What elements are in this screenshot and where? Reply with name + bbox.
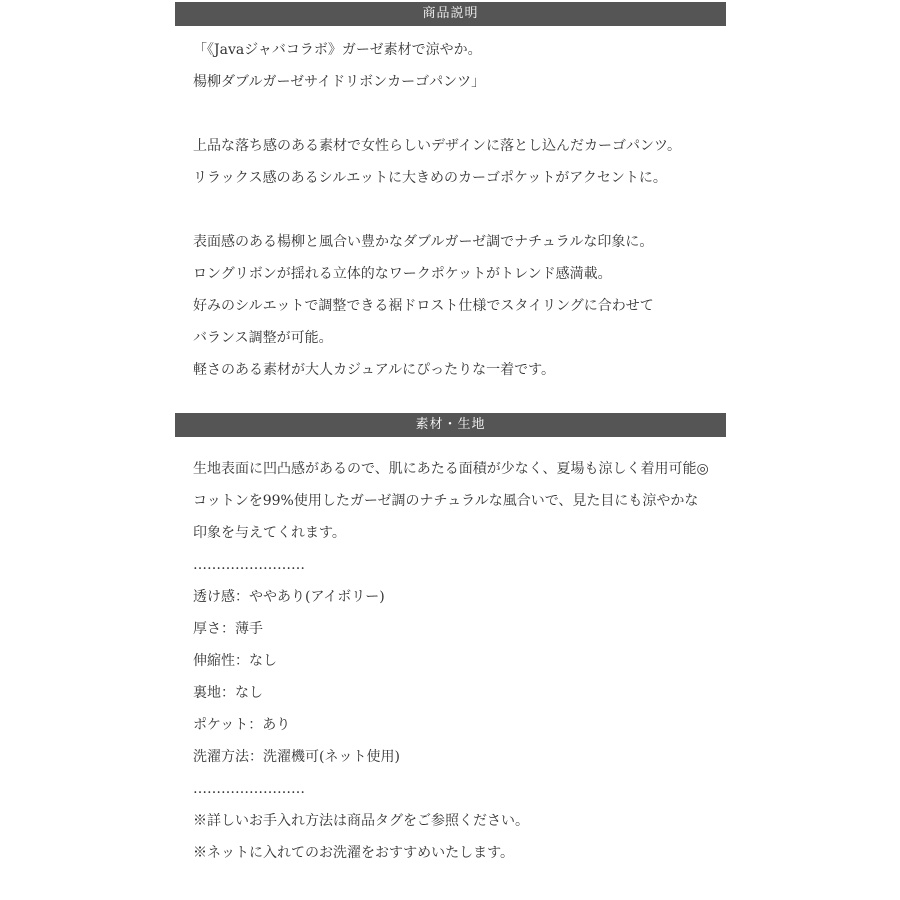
dotted-divider: ……………………	[193, 557, 305, 573]
description-line: ロングリボンが揺れる立体的なワークポケットがトレンド感満載。	[193, 266, 612, 282]
description-line: 表面感のある楊柳と風合い豊かなダブルガーゼ調でナチュラルな印象に。	[193, 234, 654, 250]
care-note: ※詳しいお手入れ方法は商品タグをご参照ください。	[193, 813, 529, 829]
spec-thickness: 厚さ：薄手	[193, 621, 263, 637]
spec-lining: 裏地：なし	[193, 685, 263, 701]
material-line: 生地表面に凹凸感があるので、肌にあたる面積が少なく、夏場も涼しく着用可能◎	[193, 461, 709, 477]
spec-transparency: 透け感：ややあり(アイボリー)	[193, 589, 385, 605]
spec-stretch: 伸縮性：なし	[193, 653, 277, 669]
material-line: コットンを99%使用したガーゼ調のナチュラルな風合いで、見た目にも涼やかな	[193, 493, 699, 509]
material-line: 印象を与えてくれます。	[193, 525, 346, 541]
description-line: 「《Javaジャバコラボ》ガーゼ素材で涼やか。	[193, 42, 482, 58]
description-line: リラックス感のあるシルエットに大きめのカーゴポケットがアクセントに。	[193, 170, 667, 186]
description-line: 上品な落ち感のある素材で女性らしいデザインに落とし込んだカーゴパンツ。	[193, 138, 682, 154]
dotted-divider: ……………………	[193, 781, 305, 797]
material-section-header: 素材・生地	[175, 413, 726, 437]
spec-washing: 洗濯方法：洗濯機可(ネット使用)	[193, 749, 400, 765]
care-note: ※ネットに入れてのお洗濯をおすすめいたします。	[193, 845, 515, 861]
spec-pocket: ポケット：あり	[193, 717, 291, 733]
material-text-block	[193, 453, 733, 869]
description-line: 軽さのある素材が大人カジュアルにぴったりな一着です。	[193, 362, 556, 378]
description-line: 楊柳ダブルガーゼサイドリボンカーゴパンツ」	[193, 74, 486, 90]
description-line: 好みのシルエットで調整できる裾ドロスト仕様でスタイリングに合わせて	[193, 298, 654, 314]
description-line: バランス調整が可能。	[193, 330, 333, 346]
description-section-header: 商品説明	[175, 2, 726, 26]
description-text-block	[193, 34, 733, 386]
